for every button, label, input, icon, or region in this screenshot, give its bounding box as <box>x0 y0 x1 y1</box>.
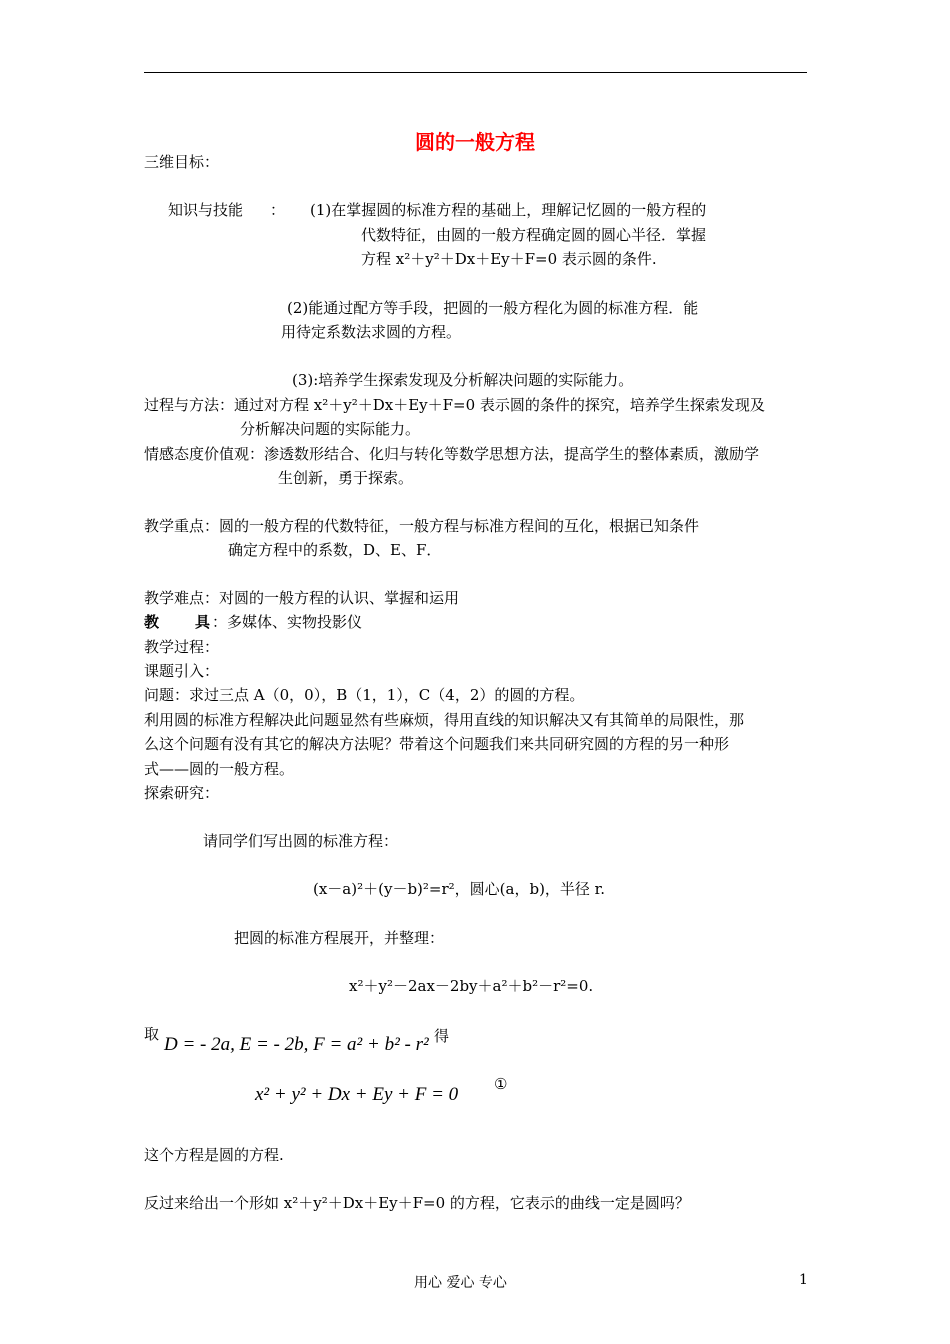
text-line: 探索研究： <box>144 784 220 802</box>
text-line: 过程与方法：通过对方程 x²＋y²＋Dx＋Ey＋F=0 表示圆的条件的探究，培养学生探索发现及 <box>144 396 765 414</box>
text-line: 教学过程： <box>144 638 220 656</box>
text-line: 请同学们写出圆的标准方程： <box>203 832 399 850</box>
text-line: 情感态度价值观：渗透数形结合、化归与转化等数学思想方法，提高学生的整体素质，激励学 <box>144 445 760 463</box>
text-line: 利用圆的标准方程解决此问题显然有些麻烦，得用直线的知识解决又有其简单的局限性，那 <box>144 711 745 729</box>
section-heading: 三维目标： <box>144 153 220 171</box>
text-line: 把圆的标准方程展开，并整理： <box>234 929 445 947</box>
expanded-equation: x²＋y²－2ax－2by＋a²＋b²－r²=0. <box>349 977 594 995</box>
text-line: 课题引入： <box>144 662 220 680</box>
header-rule <box>144 72 807 73</box>
text-line: 得 <box>434 1027 450 1045</box>
text-line: 分析解决问题的实际能力。 <box>240 420 421 438</box>
text-line: 式——圆的一般方程。 <box>144 760 295 778</box>
text-line: (3):培养学生探索发现及分析解决问题的实际能力。 <box>292 371 634 389</box>
general-equation-formula: x² + y² + Dx + Ey + F = 0 <box>255 1084 459 1105</box>
text-line: 代数特征，由圆的一般方程确定圆的圆心半径．掌握 <box>361 226 707 244</box>
text-line: 教学难点：对圆的一般方程的认识、掌握和运用 <box>144 589 460 607</box>
page-title: 圆的一般方程 <box>415 130 535 154</box>
text-line: 反过来给出一个形如 x²＋y²＋Dx＋Ey＋F=0 的方程，它表示的曲线一定是圆吗？ <box>144 1194 690 1212</box>
text-line: ：多媒体、实物投影仪 <box>212 613 363 631</box>
text-line: 问题：求过三点 A（0，0），B（1，1），C（4，2）的圆的方程。 <box>144 686 585 704</box>
page-number: 1 <box>799 1272 808 1288</box>
teaching-tools-label <box>195 613 210 631</box>
text-line: 用待定系数法求圆的方程。 <box>281 323 462 341</box>
text-line: 这个方程是圆的方程. <box>144 1146 284 1164</box>
text-line: 教学重点：圆的一般方程的代数特征，一般方程与标准方程间的互化，根据已知条件 <box>144 517 700 535</box>
text-line: (2)能通过配方等手段，把圆的一般方程化为圆的标准方程．能 <box>287 299 699 317</box>
colon: ： <box>270 201 286 219</box>
footer-slogan: 用心 爱心 专心 <box>414 1275 507 1291</box>
equation-number: ① <box>494 1075 508 1093</box>
text-line: 生创新，勇于探索。 <box>278 469 414 487</box>
text-line: 方程 x²＋y²＋Dx＋Ey＋F=0 表示圆的条件. <box>361 250 657 268</box>
substitution-formula: D = - 2a, E = - 2b, F = a² + b² - r² <box>164 1034 429 1055</box>
text-line: 么这个问题有没有其它的解决方法呢？带着这个问题我们来共同研究圆的方程的另一种形 <box>144 735 730 753</box>
label-knowledge-skills: 知识与技能 <box>168 201 244 219</box>
label-char: 教 <box>144 613 160 631</box>
standard-equation: (x－a)²＋(y－b)²=r²，圆心(a，b)，半径 r. <box>313 880 605 898</box>
label-char: 具 <box>195 613 211 631</box>
text-line: 取 <box>144 1025 160 1043</box>
teaching-tools-line <box>144 613 159 631</box>
text-line: 确定方程中的系数，D、E、F． <box>228 541 442 559</box>
text-line: (1)在掌握圆的标准方程的基础上，理解记忆圆的一般方程的 <box>310 201 707 219</box>
